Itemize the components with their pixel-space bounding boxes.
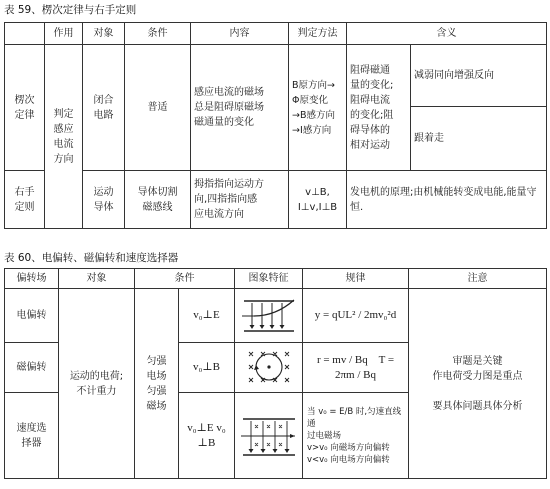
header-note: 注意 [409, 269, 547, 289]
header-meaning: 含义 [347, 23, 547, 45]
lenz-condition: 普适 [125, 45, 191, 171]
table-60-caption-text: 电偏转、磁偏转和速度选择器 [41, 252, 179, 264]
t60-note: 审题是关键 作电荷受力图是重点 要具体问题具体分析 [409, 289, 547, 479]
magnetic-condition: v₀⊥B [179, 343, 235, 393]
selector-diagram-cell [235, 393, 303, 479]
header-field: 偏转场 [5, 269, 59, 289]
lenz-object: 闭合 电路 [83, 45, 125, 171]
table-60 [4, 268, 547, 479]
magnetic-diagram-cell [235, 343, 303, 393]
right-hand-content: 拇指指向运动方 向,四指指向感 应电流方向 [191, 171, 289, 229]
electric-law: y = qUL² / 2mv₀²d [314, 309, 397, 321]
table-59-caption-text: 楞次定律与右手定则 [41, 4, 137, 16]
header-content: 内容 [191, 23, 289, 45]
selector-law-cell [303, 393, 409, 479]
table-59 [4, 22, 547, 229]
velocity-selector-diagram [239, 411, 299, 461]
magnetic-name: 磁偏转 [5, 343, 59, 393]
lenz-content: 感应电流的磁场 总是阻碍原磁场 磁通量的变化 [191, 45, 289, 171]
header-image: 图象特征 [235, 269, 303, 289]
magnetic-law-t: T = 2πm / Bq [334, 353, 395, 381]
header-condition: 条件 [135, 269, 235, 289]
lenz-meaning-main: 阻碍磁通 量的变化; 阻碍电流 的变化;阻 碍导体的 相对运动 [347, 45, 411, 171]
table-59-caption-label: 表 59、 [4, 4, 42, 16]
lenz-name: 楞次 定律 [5, 45, 45, 171]
selector-law-2: 过电磁场 [307, 430, 342, 441]
right-hand-condition: 导体切割 磁感线 [125, 171, 191, 229]
selector-law-4: v<v₀ 向电场方向偏转 [307, 454, 390, 465]
right-hand-object: 运动 导体 [83, 171, 125, 229]
magnetic-law-cell [303, 343, 409, 393]
corner-cell [5, 23, 45, 45]
electric-diagram-cell [235, 289, 303, 343]
magnetic-law-r: r = mv / Bq [316, 353, 368, 366]
table-60-caption-label: 表 60、 [4, 252, 42, 264]
selector-law-1: 当 v₀ = E/B 时,匀速直线通 [307, 406, 402, 429]
magnetic-deflection-diagram [241, 346, 297, 390]
right-hand-method: v⊥B, I⊥v,I⊥B [289, 171, 347, 229]
electric-law-cell [303, 289, 409, 343]
t60-object: 运动的电荷; 不计重力 [59, 289, 135, 479]
header-object: 对象 [59, 269, 135, 289]
t60-condition-field: 匀强 电场 匀强 磁场 [135, 289, 179, 479]
right-hand-name: 右手 定则 [5, 171, 45, 229]
lenz-method: B原方向→ Φ原变化 →B感方向 →I感方向 [289, 45, 347, 171]
header-law: 规律 [303, 269, 409, 289]
header-object: 对象 [83, 23, 125, 45]
lenz-meaning-2: 跟着走 [411, 107, 547, 171]
header-method: 判定方法 [289, 23, 347, 45]
electric-condition: v₀⊥E [179, 289, 235, 343]
header-role: 作用 [45, 23, 83, 45]
table-59-caption [4, 3, 136, 17]
electric-deflection-diagram [240, 296, 298, 336]
lenz-role: 判定 感应 电流 方向 [45, 45, 83, 229]
selector-condition: v₀⊥E v₀ ⊥B [179, 393, 235, 479]
table-60-caption [4, 251, 178, 265]
selector-law-3: v>v₀ 向磁场方向偏转 [307, 442, 390, 453]
electric-name: 电偏转 [5, 289, 59, 343]
selector-name: 速度选 择器 [5, 393, 59, 479]
right-hand-meaning: 发电机的原理;由机械能转变成电能,能量守 恒. [347, 171, 547, 229]
header-condition: 条件 [125, 23, 191, 45]
lenz-meaning-1: 减弱同向增强反向 [411, 45, 547, 107]
